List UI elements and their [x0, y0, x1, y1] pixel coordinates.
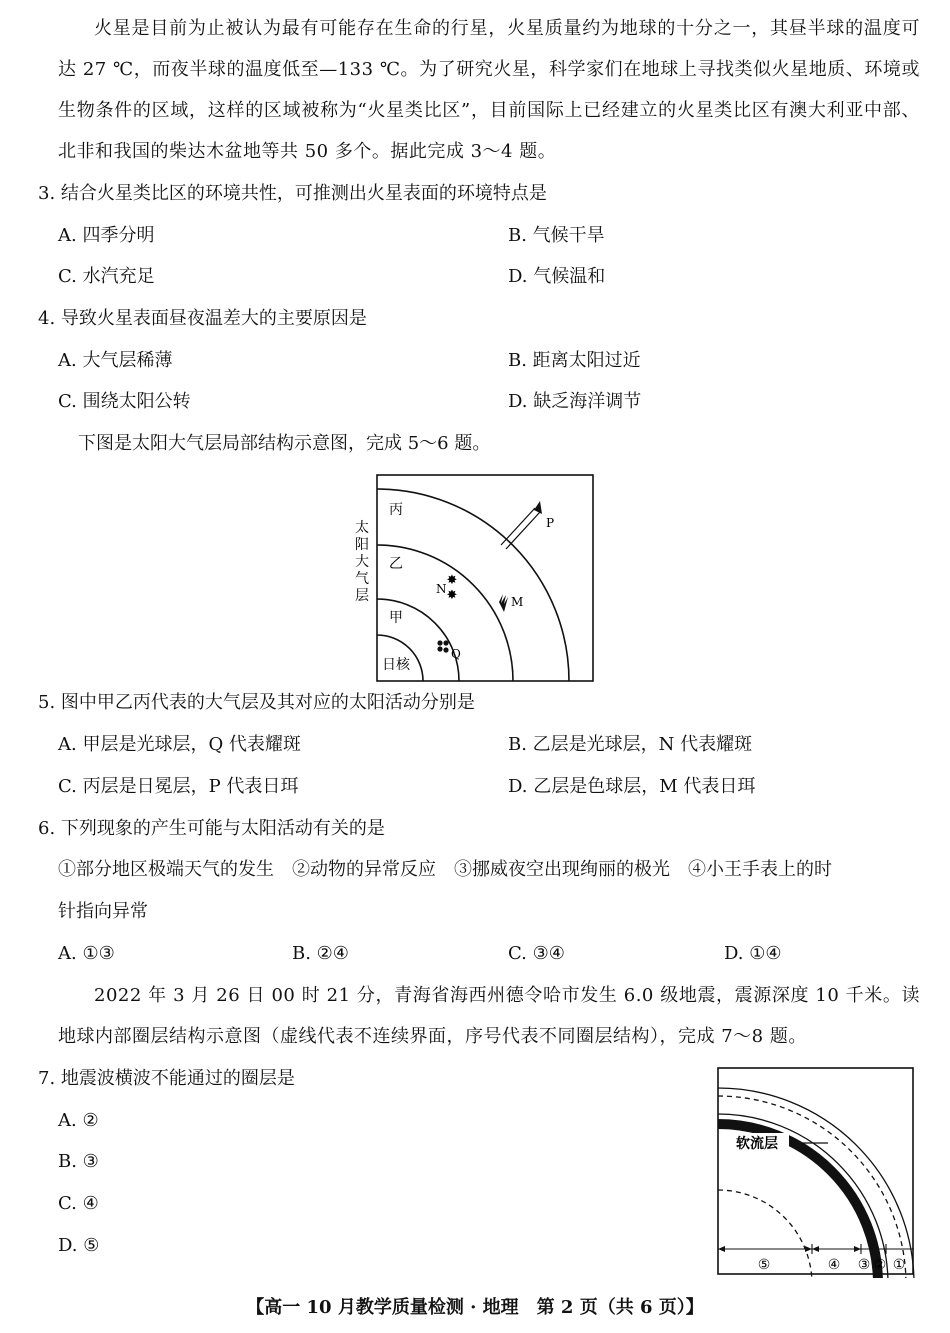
- layer-jia-label: 甲: [389, 610, 403, 626]
- earth-interior-diagram: [716, 1066, 916, 1278]
- prominence-mark: [499, 594, 508, 612]
- q4-option-b[interactable]: B. 距离太阳过近: [508, 350, 641, 371]
- question-4-stem: 4. 导致火星表面昼夜温差大的主要原因是: [38, 308, 367, 329]
- q6-items-line2: 针指向异常: [58, 901, 148, 922]
- q6-option-b[interactable]: B. ②④: [292, 943, 349, 964]
- layer-3-label: ③: [857, 1257, 871, 1273]
- asthenosphere-label: 软流层: [736, 1136, 778, 1152]
- q7-option-a[interactable]: A. ②: [58, 1110, 99, 1131]
- sun-atmosphere-diagram: [348, 472, 598, 684]
- star-icon: ✸: [446, 573, 458, 588]
- q4-option-c[interactable]: C. 围绕太阳公转: [58, 391, 191, 412]
- q3-option-c[interactable]: C. 水汽充足: [58, 266, 155, 287]
- q6-items-line1: ①部分地区极端天气的发生 ②动物的异常反应 ③挪威夜空出现绚丽的极光 ④小王手表上的时: [58, 859, 832, 880]
- q4-option-d[interactable]: D. 缺乏海洋调节: [508, 391, 642, 412]
- layer-bing-label: 丙: [389, 502, 403, 518]
- label-m: M: [511, 595, 524, 609]
- intro-paragraph-earthquake: 2022 年 3 月 26 日 00 时 21 分，青海省海西州德令哈市发生 6.0 级地震，震源深度 10 千米。读地球内部圈层结构示意图（虚线代表不连续界面，序号代表不同圈层结构），完成 7～8 题。: [58, 985, 920, 1047]
- q5-option-a[interactable]: A. 甲层是光球层，Q 代表耀斑: [58, 734, 301, 755]
- q6-option-d[interactable]: D. ①④: [724, 943, 782, 964]
- q5-option-b[interactable]: B. 乙层是光球层，N 代表耀斑: [508, 734, 753, 755]
- intro-paragraph-mars: 火星是目前为止被认为最有可能存在生命的行星，火星质量约为地球的十分之一，其昼半球的温度可达 27 ℃，而夜半球的温度低至—133 ℃。为了研究火星，科学家们在地球上寻找类似火星地质、环境或生物条件的区域，这样的区域被称为“火星类比区”，目前国际上已经建立的火星类比区有澳大利亚中部、北非和我国的柴达木盆地等共 50 多个。据此完成 3～4 题。: [58, 18, 920, 162]
- label-n: N: [436, 582, 447, 596]
- question-6-stem: 6. 下列现象的产生可能与太阳活动有关的是: [38, 818, 385, 839]
- question-3-stem: 3. 结合火星类比区的环境共性，可推测出火星表面的环境特点是: [38, 183, 547, 204]
- side-label-char: 大: [355, 554, 369, 570]
- layer-yi-label: 乙: [389, 556, 403, 572]
- side-label-char: 阳: [355, 537, 369, 553]
- star-icon: ✸: [446, 588, 458, 603]
- q5-option-d[interactable]: D. 乙层是色球层，M 代表日珥: [508, 776, 756, 797]
- page-footer: 【高一 10 月教学质量检测 · 地理 第 2 页（共 6 页）】: [246, 1297, 704, 1318]
- label-p: P: [546, 516, 555, 530]
- layer-5-label: ⑤: [757, 1257, 771, 1273]
- q6-option-c[interactable]: C. ③④: [508, 943, 565, 964]
- side-label-char: 气: [355, 571, 369, 587]
- side-label-char: 层: [355, 588, 369, 604]
- layer-1-label: ①: [892, 1257, 906, 1273]
- q3-option-a[interactable]: A. 四季分明: [58, 225, 155, 246]
- layer-4-label: ④: [827, 1257, 841, 1273]
- intro-paragraph-sun: 下图是太阳大气层局部结构示意图，完成 5～6 题。: [78, 433, 491, 454]
- q3-option-d[interactable]: D. 气候温和: [508, 266, 606, 287]
- label-q: Q: [451, 647, 461, 661]
- q5-option-c[interactable]: C. 丙层是日冕层，P 代表日珥: [58, 776, 299, 797]
- q6-option-a[interactable]: A. ①③: [58, 943, 115, 964]
- q3-option-b[interactable]: B. 气候干旱: [508, 225, 605, 246]
- question-7-stem: 7. 地震波横波不能通过的圈层是: [38, 1068, 295, 1089]
- q4-option-a[interactable]: A. 大气层稀薄: [58, 350, 173, 371]
- q7-option-b[interactable]: B. ③: [58, 1151, 99, 1172]
- question-5-stem: 5. 图中甲乙丙代表的大气层及其对应的太阳活动分别是: [38, 692, 475, 713]
- layer-2-label: ②: [873, 1257, 887, 1273]
- core-label: 日核: [382, 657, 410, 673]
- q7-option-d[interactable]: D. ⑤: [58, 1235, 100, 1256]
- side-label-char: 太: [355, 520, 369, 536]
- q7-option-c[interactable]: C. ④: [58, 1193, 99, 1214]
